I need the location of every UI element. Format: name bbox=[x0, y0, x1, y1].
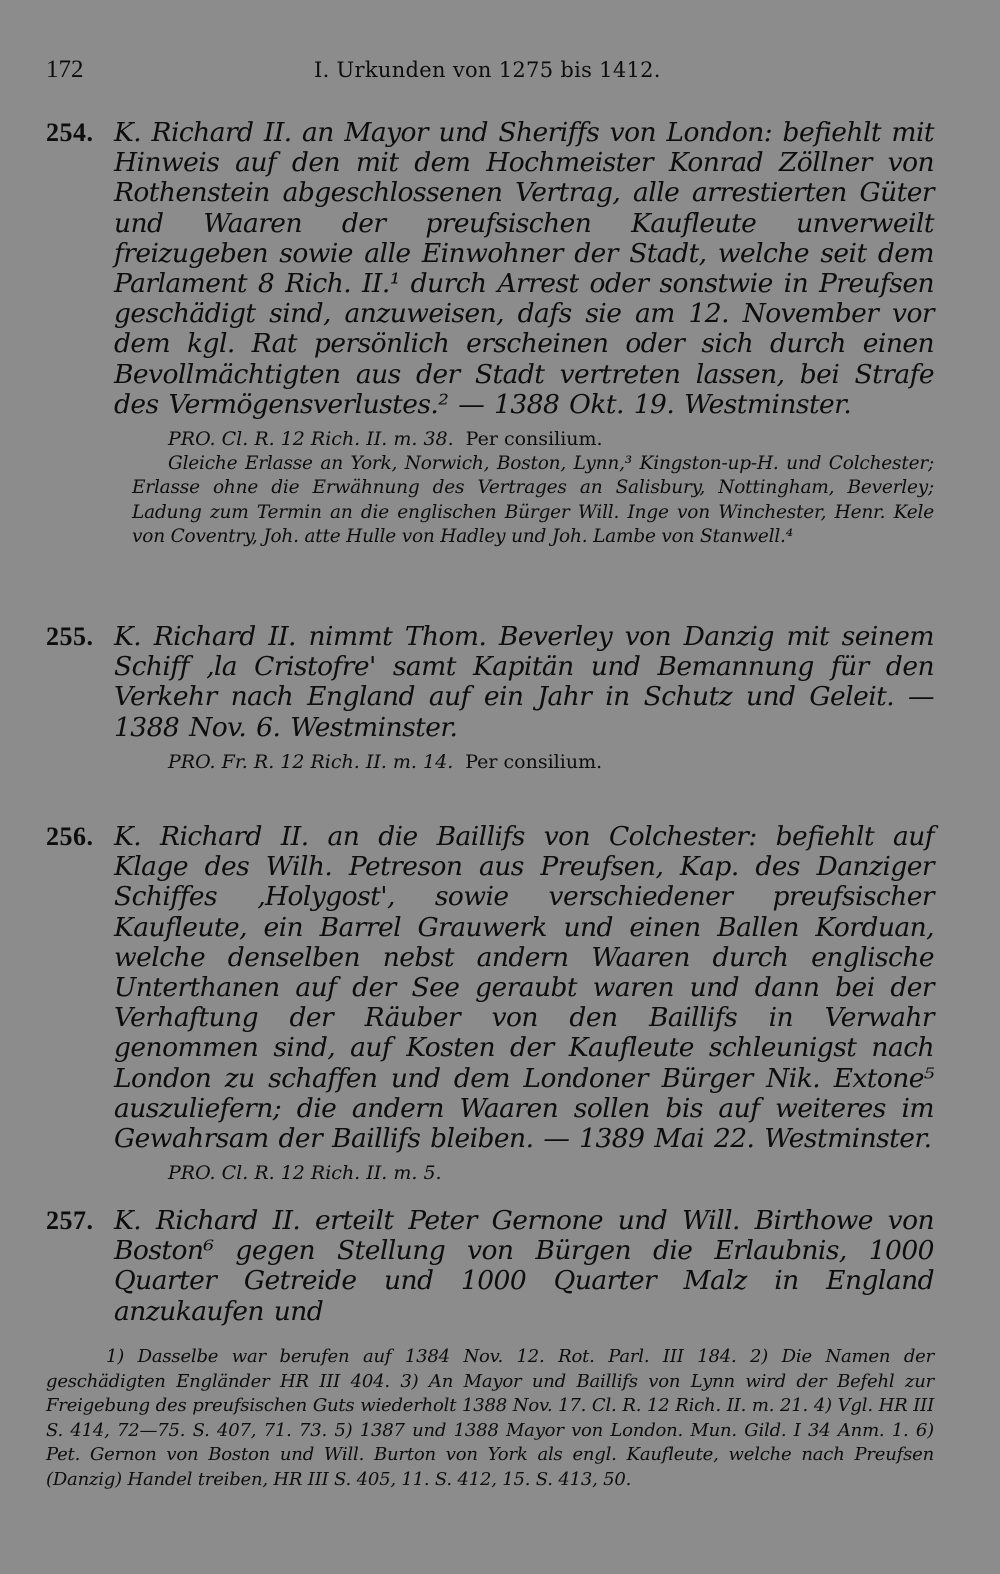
entry-regest: K. Richard II. an Mayor und Sheriffs von London: befiehlt mit Hinweis auf den mit dem Hochmeister Konrad Zöllner von Rothenstein abgeschlossenen Vertrag, alle arrestierten Güter und Waaren der preufsischen Kaufleute unverweilt freizugeben sowie alle Einwohner der Stadt, welche seit dem Parlament 8 Rich. II.¹ durch Arrest oder sonstwie in Preufsen geschädigt sind, anzuweisen, dafs sie am 12. November vor dem kgl. Rat persönlich erscheinen oder sich durch einen Bevollmächtigten aus der Stadt vertreten lassen, bei Strafe des Vermögensverlustes.² — 1388 Okt. 19. Westminster. bbox=[114, 117, 934, 420]
entry-number: 256. bbox=[46, 822, 94, 851]
page-number: 172 bbox=[46, 56, 84, 83]
entry-255 bbox=[46, 622, 934, 773]
entry-remark: Gleiche Erlasse an York, Norwich, Boston, Lynn,³ Kingston-up-H. und Colchester; Erlasse ohne die Erwähnung des Vertrages an Salisbury, Nottingham, Beverley; Ladung zum Termin an die englischen Bürger Will. Inge von Winchester, Henr. Kele von Coventry, Joh. atte Hulle von Hadley und Joh. Lambe von Stanwell.⁴ bbox=[132, 453, 934, 547]
source-reference: PRO. Fr. R. 12 Rich. II. m. 14. bbox=[168, 750, 454, 773]
source-reference: PRO. Cl. R. 12 Rich. II. m. 5. bbox=[168, 1162, 442, 1185]
entry-254 bbox=[46, 118, 934, 549]
source-note: Per consilium. bbox=[465, 428, 603, 451]
footnotes: 1) Dasselbe war berufen auf 1384 Nov. 12. Rot. Parl. III 184. 2) Die Namen der geschädigten Engländer HR III 404. 3) An Mayor und Baillifs von Lynn wird der Befehl zur Freigebung des preufsischen Guts wiederholt 1388 Nov. 17. Cl. R. 12 Rich. II. m. 21. 4) Vgl. HR III S. 414, 72—75. S. 407, 71. 73. 5) 1387 und 1388 Mayor von London. Mun. Gild. I 34 Anm. 1. 6) Pet. Gernon von Boston und Will. Burton von York als engl. Kaufleute, welche nach Preufsen (Danzig) Handel treiben, HR III S. 405, 11. S. 412, 15. S. 413, 50. bbox=[46, 1346, 934, 1490]
entry-256 bbox=[46, 822, 934, 1184]
page-header bbox=[46, 56, 934, 92]
entry-source bbox=[168, 751, 934, 773]
entry-regest: K. Richard II. an die Baillifs von Colchester: befiehlt auf Klage des Wilh. Petreson aus Preufsen, Kap. des Danziger Schiffes ‚Holygost', sowie verschiedener preufsischer Kaufleute, ein Barrel Grauwerk und einen Ballen Korduan, welche denselben nebst andern Waaren durch englische Unterthanen auf der See geraubt waren und dann bei der Verhaftung der Räuber von den Baillifs in Verwahr genommen sind, auf Kosten der Kaufleute schleunigst nach London zu schaffen und dem Londoner Bürger Nik. Extone⁵ auszuliefern; die andern Waaren sollen bis auf weiteres im Gewahrsam der Baillifs bleiben. — 1389 Mai 22. Westminster. bbox=[114, 821, 934, 1155]
entry-257 bbox=[46, 1206, 934, 1327]
entry-regest: K. Richard II. erteilt Peter Gernone und Will. Birthowe von Boston⁶ gegen Stellung von Bürgen die Erlaubnis, 1000 Quarter Getreide und 1000 Quarter Malz in England anzukaufen und bbox=[114, 1205, 934, 1327]
entry-source bbox=[168, 428, 934, 450]
entry-regest: K. Richard II. nimmt Thom. Beverley von Danzig mit seinem Schiff ‚la Cristofre' samt Kapitän und Bemannung für den Verkehr nach England auf ein Jahr in Schutz und Geleit. — 1388 Nov. 6. Westminster. bbox=[114, 621, 934, 743]
source-reference: PRO. Cl. R. 12 Rich. II. m. 38. bbox=[168, 428, 454, 451]
entry-number: 257. bbox=[46, 1206, 94, 1235]
source-note: Per consilium. bbox=[465, 750, 603, 773]
entry-source bbox=[168, 1162, 934, 1184]
document-page bbox=[46, 56, 934, 1490]
running-title: I. Urkunden von 1275 bis 1412. bbox=[314, 58, 661, 82]
entry-number: 254. bbox=[46, 118, 94, 147]
entry-number: 255. bbox=[46, 622, 94, 651]
